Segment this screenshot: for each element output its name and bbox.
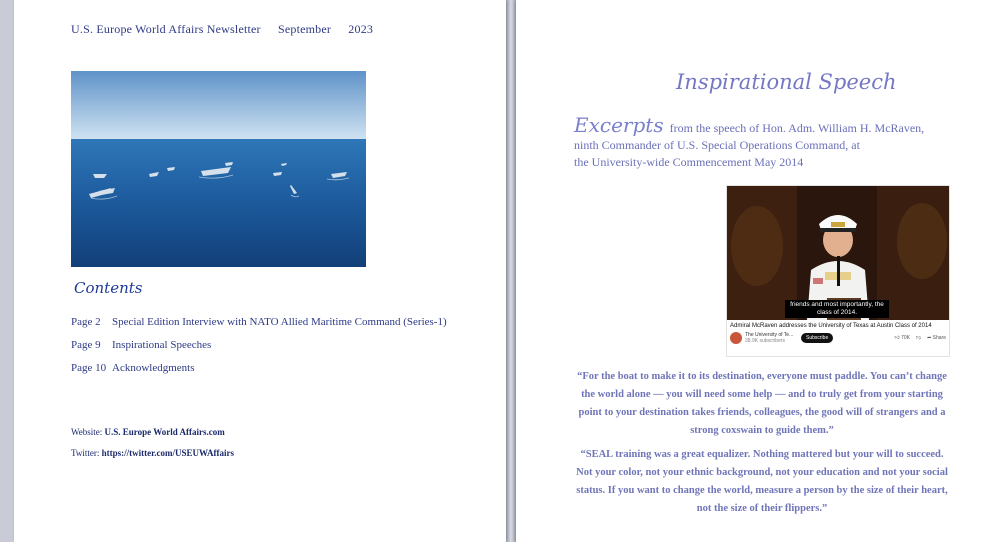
video-frame[interactable]	[727, 186, 949, 320]
toc-page-number: Page 10	[71, 362, 107, 374]
video-actions	[894, 335, 946, 341]
book-spine	[506, 0, 516, 542]
subscribe-button[interactable]: Subscribe	[801, 333, 833, 343]
website-label: Website:	[71, 427, 103, 437]
right-page	[516, 0, 1004, 542]
excerpt-line-3: the University-wide Commencement May 2014	[574, 155, 804, 169]
publication-name: U.S. Europe World Affairs Newsletter	[71, 22, 261, 36]
website-link[interactable]: U.S. Europe World Affairs.com	[104, 427, 225, 437]
toc-page-number: Page 9	[71, 339, 101, 351]
dislike-icon[interactable]: 👎︎	[915, 335, 922, 341]
share-label: Share	[932, 335, 946, 341]
twitter-line	[71, 448, 234, 469]
toc-title: Acknowledgments	[112, 362, 195, 374]
twitter-link[interactable]: https://twitter.com/USEUWAffairs	[101, 448, 235, 458]
excerpt-line-2: ninth Commander of U.S. Special Operations Command, at	[574, 138, 860, 152]
video-embed[interactable]	[726, 185, 950, 357]
thumbs-up-icon: 👍︎	[894, 335, 900, 341]
newsletter-header	[71, 22, 387, 37]
channel-info	[745, 332, 795, 344]
issue-month: September	[277, 22, 332, 36]
toc-title: Special Edition Interview with NATO Allied Maritime Command (Series-1)	[112, 316, 447, 328]
video-caption: friends and most importantly, the class of 2014.	[785, 300, 889, 318]
channel-name[interactable]: The University of Te...	[745, 332, 794, 338]
toc-item[interactable]	[71, 339, 447, 362]
twitter-label: Twitter:	[71, 448, 100, 458]
channel-avatar[interactable]	[730, 332, 742, 344]
toc-title: Inspirational Speeches	[112, 339, 212, 351]
excerpt-intro	[574, 113, 974, 171]
toc-item[interactable]	[71, 362, 447, 385]
website-line	[71, 427, 234, 448]
issue-year: 2023	[348, 22, 374, 36]
table-of-contents	[71, 316, 447, 385]
contents-heading: Contents	[74, 279, 143, 297]
left-page	[14, 0, 506, 542]
share-button[interactable]	[927, 335, 946, 341]
excerpt-line-1: from the speech of Hon. Adm. William H. McRaven,	[669, 121, 925, 135]
toc-item[interactable]	[71, 316, 447, 339]
video-channel-bar	[727, 329, 949, 347]
quote-paddle: “For the boat to make it to its destination, everyone must paddle. You can’t change the world alone — you will need some help — and to truly get from your starting point to your destination takes friends, colleagues, the good will of strangers and a strong coxswain to guide them.”	[577, 371, 947, 436]
video-title[interactable]: Admiral McRaven addresses the University of Texas at Austin Class of 2014	[730, 323, 932, 329]
naval-fleet-photo	[71, 71, 366, 267]
excerpts-word: Excerpts	[574, 113, 664, 137]
subscriber-count: 38.9K subscribers	[745, 338, 786, 344]
like-count: 70K	[901, 335, 910, 341]
toc-page-number: Page 2	[71, 316, 101, 328]
speech-title: Inspirational Speech	[676, 70, 897, 94]
like-button[interactable]	[894, 335, 910, 341]
quote-seal-training: “SEAL training was a great equalizer. Nothing mattered but your will to succeed. Not your color, not your ethnic background, not your education and not your social status. If you want to change the world, measure a person by the size of their heart, not the size of their flippers.”	[576, 449, 948, 514]
contact-links	[71, 427, 234, 469]
share-icon: ➦	[927, 335, 932, 341]
